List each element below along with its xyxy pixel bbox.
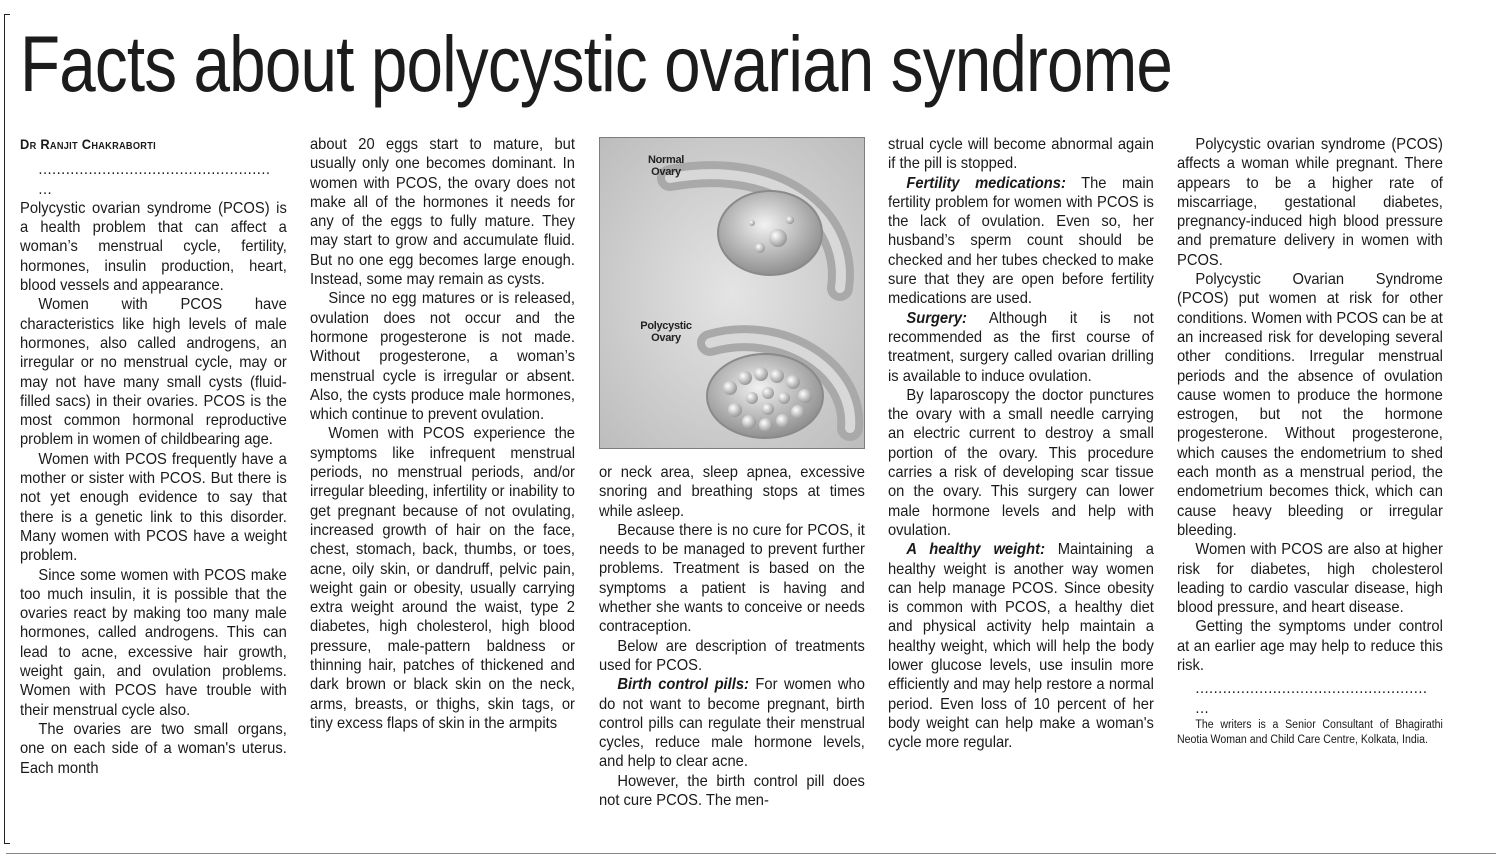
figure-label-line: Normal xyxy=(647,154,685,166)
paragraph: about 20 eggs start to mature, but usually only one becomes dominant. In women with PCOS, the ovary does not make all of the hormones it needs for any of the eggs to fully mature. They may start to grow and accumulate fluid. But no one egg becomes large enough. Instead, some may remain as cysts. xyxy=(310,136,575,289)
run-in-heading: A healthy weight: xyxy=(906,541,1045,559)
paragraph: Polycystic Ovarian Syndrome (PCOS) put women at risk for other conditions. Women with PCOS can be at an increased risk for developing several other conditions. Irregular menstrual periods and the absence of ovulation cause women to produce the hormone estrogen, but not the hormone progesterone. Without progesterone, which causes the endometrium to shed each month as a menstrual period, the endometrium becomes thick, which can cause heavy bleeding or irregular bleeding. xyxy=(1177,271,1443,539)
left-margin-rule xyxy=(4,14,5,844)
paragraph: Since no egg matures or is released, ovulation does not occur and the hormone progesterone is not made. Without progesterone, a woman’s menstrual cycle is irregular or absent. Also, the cysts produce male hormones, which continue to prevent ovulation. xyxy=(310,290,575,424)
separator: ................................................... xyxy=(38,161,271,179)
paragraph: Women with PCOS frequently have a mother or sister with PCOS. But there is not yet enough evidence to say that there is a genetic link to this disorder. Many women with PCOS have a weight problem. xyxy=(20,450,287,565)
paragraph: Polycystic ovarian syndrome (PCOS) affects a woman while pregnant. There appears to be a higher rate of miscarriage, gestational diabetes, pregnancy-induced high blood pressure and premature delivery in women with PCOS. xyxy=(1177,136,1443,269)
paragraph: or neck area, sleep apnea, excessive snoring and breathing stops at times while asleep. xyxy=(599,464,865,520)
paragraph: Women with PCOS have characteristics like high levels of male hormones, also called androgens, an irregular or no menstrual cycle, may or may not have many small cysts (fluid-filled sacs) in their ovaries. PCOS is the most common hormonal reproductive problem in women of childbearing age. xyxy=(20,296,287,449)
paragraph: Polycystic ovarian syndrome (PCOS) is a health problem that can affect a woman’s menstrual cycle, fertility, hormones, insulin production, heart, blood vessels and appearance. xyxy=(20,199,287,295)
paragraph: Because there is no cure for PCOS, it needs to be managed to prevent further problems. Treatment is based on the symptoms a patient is having and whether she wants to conceive or needs contraception. xyxy=(599,521,865,636)
paragraph: By laparoscopy the doctor punctures the ovary with a small needle carrying an electric current to destroy a small portion of the ovary. This procedure carries a risk of developing scar tissue on the ovary. This surgery can lower male hormone levels and help with ovulation. xyxy=(888,386,1154,539)
ovary-illustration xyxy=(599,137,865,449)
paragraph-text: Although it is not recommended as the first course of treatment, surgery called ovarian drilling is available to induce ovulation. xyxy=(888,309,1154,385)
column-1 xyxy=(20,135,287,778)
separator: ................................................... xyxy=(1195,680,1428,698)
column-3 xyxy=(599,463,865,810)
figure-label-line: Ovary xyxy=(651,166,681,178)
paragraph xyxy=(888,174,1154,309)
paragraph-text: For women who do not want to become pregnant, birth control pills can regulate their menstrual cycles, reduce male hormone levels, and help to clear acne. xyxy=(599,676,865,771)
paragraph: However, the birth control pill does not cure PCOS. The men- xyxy=(599,772,865,810)
run-in-heading: Birth control pills: xyxy=(617,676,749,694)
paragraph: Women with PCOS are also at higher risk for diabetes, high cholesterol leading to cardio vascular disease, high blood pressure, and heart disease. xyxy=(1177,541,1443,617)
paragraph xyxy=(888,540,1154,752)
column-2 xyxy=(310,135,575,733)
author-footnote: The writers is a Senior Consultant of Bhagirathi Neotia Woman and Child Care Centre, Kolkata, India. xyxy=(1177,718,1443,746)
paragraph: strual cycle will become abnormal again if the pill is stopped. xyxy=(888,136,1154,173)
byline: Dr Ranjit Chakraborti xyxy=(20,136,156,152)
separator-tail: ... xyxy=(38,180,53,198)
figure-label-line: Polycystic xyxy=(640,320,692,332)
headline: Facts about polycystic ovarian syndrome xyxy=(20,19,1173,108)
paragraph-text: Maintaining a healthy weight is another way women can help manage PCOS. Since obesity is common with PCOS, a healthy diet and physical activity help maintain a healthy weight, which will help the body lower glucose levels, use insulin more efficiently and may help restore a normal period. Even loss of 10 percent of her body weight can help make a woman's cycle more regular. xyxy=(888,541,1154,752)
bottom-rule xyxy=(6,853,1496,854)
paragraph: Below are description of treatments used for PCOS. xyxy=(599,637,865,674)
run-in-heading: Fertility medications: xyxy=(906,174,1066,192)
paragraph xyxy=(599,675,865,771)
run-in-heading: Surgery: xyxy=(906,309,967,327)
paragraph: Since some women with PCOS make too much insulin, it is possible that the ovaries react by making too many male hormones, called androgens. This can lead to acne, excessive hair growth, weight gain, and ovulation problems. Women with PCOS have trouble with their menstrual cycle also. xyxy=(20,566,287,719)
paragraph-text: The main fertility problem for women with PCOS is the lack of ovulation. Even so, her husband’s sperm count should be checked and her tubes checked to make sure that they are open before fertility medications are used. xyxy=(888,174,1154,308)
paragraph: Women with PCOS experience the symptoms like infrequent menstrual periods, no menstrual periods, and/or irregular bleeding, infertility or inability to get pregnant because of not ovulating, increased growth of hair on the face, chest, stomach, back, thumbs, or toes, acne, oily skin, or dandruff, pelvic pain, weight gain or obesity, usually carrying extra weight around the waist, type 2 diabetes, high cholesterol, high blood pressure, male-pattern baldness or thinning hair, patches of thickened and dark brown or black skin on the neck, arms, breasts, or thighs, skin tags, or tiny excess flaps of skin in the armpits xyxy=(310,425,575,732)
paragraph: Getting the symptoms under control at an earlier age may help to reduce this risk. xyxy=(1177,618,1443,675)
paragraph: The ovaries are two small organs, one on each side of a woman's uterus. Each month xyxy=(20,720,287,777)
separator-tail: ... xyxy=(1195,699,1210,717)
ovary-diagram-icon xyxy=(600,138,864,448)
normal-ovary-label xyxy=(636,154,696,178)
figure-label-line: Ovary xyxy=(651,332,681,344)
column-4 xyxy=(888,135,1154,753)
paragraph xyxy=(888,309,1154,386)
polycystic-ovary-label xyxy=(630,320,702,344)
column-5 xyxy=(1177,135,1443,748)
